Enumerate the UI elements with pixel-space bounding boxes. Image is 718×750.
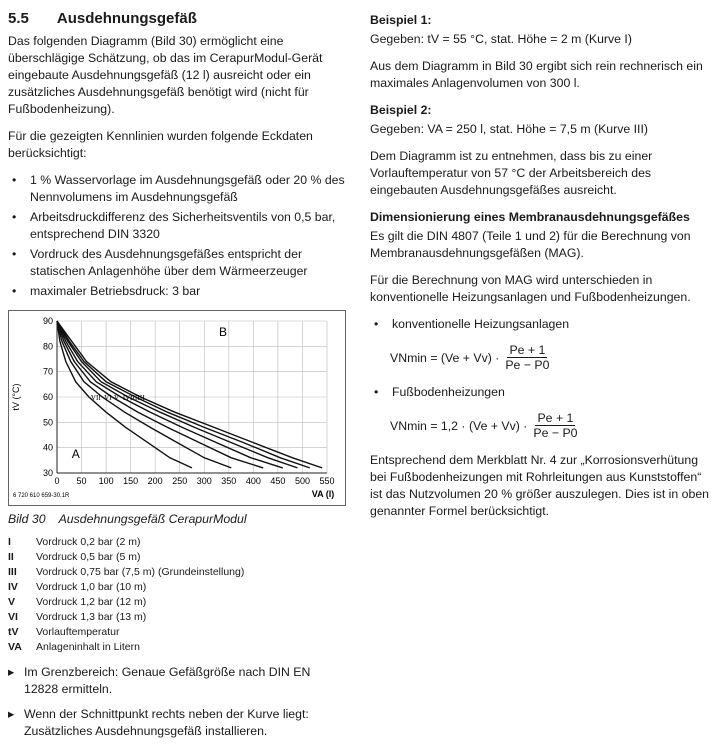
caption-label: Bild 30	[8, 512, 46, 526]
legend-row	[8, 581, 244, 596]
x-tick-label: 0	[54, 476, 60, 486]
x-tick-label: 450	[270, 476, 286, 486]
x-tick-label: 500	[294, 476, 310, 486]
formula-mid: = 1,2 · (Ve + Vv) ·	[430, 418, 528, 433]
region-label-b: B	[219, 325, 228, 340]
example2-title: Beispiel 2:	[370, 103, 432, 117]
closing-paragraph: Entsprechend dem Merkblatt Nr. 4 zur „Korrosionsverhütung bei Fußbodenheizungen mit Rohrleitungen aus Kunststoffen“ ist das Nutzvolumen 20 % größer auszulegen. Dies ist in oben genannter Formel berücksichtigt.	[370, 453, 710, 518]
legend-key: V	[8, 596, 16, 608]
series-label: I	[142, 394, 145, 402]
formula-list	[370, 316, 710, 333]
example1-text: Aus dem Diagramm in Bild 30 ergibt sich rein rechnerisch ein maximales Anlagenvolumen von 300 l.	[370, 59, 703, 90]
legend-table	[8, 536, 244, 656]
example1-given: Gegeben: tV = 55 °C, stat. Höhe = 2 m (Kurve I)	[370, 32, 632, 46]
legend-value: Vordruck 1,0 bar (10 m)	[36, 581, 147, 593]
notes-list	[8, 664, 346, 740]
formula-numerator: Pe + 1	[537, 411, 574, 425]
mag-text1: Es gilt die DIN 4807 (Teile 1 und 2) für die Berechnung von Membranausdehnungsgefäßen (MAG).	[370, 229, 691, 260]
expansion-chart	[8, 310, 346, 506]
section-number: 5.5	[8, 10, 29, 27]
legend-row	[8, 536, 244, 551]
series-label: V	[113, 394, 120, 402]
legend-row	[8, 596, 244, 611]
legend-value: Vordruck 1,3 bar (13 m)	[36, 611, 147, 623]
x-tick-label: 200	[147, 476, 163, 486]
left-column	[8, 0, 346, 748]
y-tick-label: 70	[42, 366, 53, 377]
example1-title: Beispiel 1:	[370, 13, 432, 27]
legend-value: Anlageninhalt in Litern	[36, 641, 140, 653]
y-tick-label: 40	[42, 442, 53, 453]
x-tick-label: 350	[221, 476, 237, 486]
formula-floor-heating	[390, 411, 710, 440]
legend-row	[8, 626, 244, 641]
legend-key: VA	[8, 641, 22, 653]
legend-row	[8, 566, 244, 581]
formula-mid: = (Ve + Vv) ·	[430, 350, 500, 365]
figure-caption	[8, 512, 346, 526]
legend-key: I	[8, 536, 11, 548]
y-axis-label: tV (°C)	[11, 383, 21, 411]
series-label: IV	[122, 394, 131, 402]
formula-fraction	[503, 343, 551, 372]
intro-paragraph: Das folgenden Diagramm (Bild 30) ermöglicht eine überschlägige Schätzung, ob das im CerapurModul-Gerät eingebaute Ausdehnungsgefäß (12 l) ausreicht oder ein zusätzliches Ausdehnungsgefäß benötigt wird (nicht für Fußbodenheizung).	[8, 34, 323, 116]
note-item: ▸ Im Grenzbereich: Genaue Gefäßgröße nach DIN EN 12828 ermitteln.	[8, 664, 346, 698]
formula-lhs: VNmin	[390, 418, 427, 433]
x-tick-label: 400	[245, 476, 261, 486]
chart-svg	[9, 311, 345, 505]
list-item: • 1 % Wasservorlage im Ausdehnungsgefäß oder 20 % des Nennvolumens im Ausdehnungsgefäß	[8, 172, 346, 206]
legend-row	[8, 551, 244, 566]
x-tick-label: 50	[76, 476, 87, 486]
legend-key: II	[8, 551, 14, 563]
formula-numerator: Pe + 1	[509, 343, 546, 357]
list-item: • Vordruck des Ausdehnungsgefäßes entspricht der statischen Anlagenhöhe über dem Wärmeerzeuger	[8, 246, 346, 280]
series-label: III	[130, 394, 138, 402]
eckdaten-list	[8, 172, 346, 300]
caption-text: Ausdehnungsgefäß CerapurModul	[58, 512, 247, 526]
list-item: • maximaler Betriebsdruck: 3 bar	[8, 283, 346, 300]
series-label: II	[137, 394, 143, 402]
formula-lhs: VNmin	[390, 350, 427, 365]
legend-key: VI	[8, 611, 18, 623]
formula-denominator: Pe − P0	[505, 358, 550, 372]
legend-key: III	[8, 566, 17, 578]
eckdaten-intro: Für die gezeigten Kennlinien wurden folgende Eckdaten berücksichtigt:	[8, 129, 313, 160]
formula-label: • Fußbodenheizungen	[370, 384, 710, 401]
legend-value: Vordruck 1,2 bar (12 m)	[36, 596, 147, 608]
series-label: VI	[104, 394, 112, 402]
formula-denominator: Pe − P0	[533, 426, 578, 440]
list-item: • Arbeitsdruckdifferenz des Sicherheitsventils von 0,5 bar, entsprechend DIN 3320	[8, 209, 346, 243]
legend-key: tV	[8, 626, 19, 638]
formula-fraction	[531, 411, 579, 440]
mag-text2: Für die Berechnung von MAG wird unterschieden in konventionelle Heizungsanlagen und Fußbodenheizungen.	[370, 273, 691, 304]
example2-text: Dem Diagramm ist zu entnehmen, dass bis zu einer Vorlauftemperatur von 57 °C der Arbeitsbereich des eingebauten Ausdehnungsgefäßes ausreicht.	[370, 149, 653, 197]
example2-given: Gegeben: VA = 250 l, stat. Höhe = 7,5 m (Kurve III)	[370, 122, 648, 136]
legend-key: IV	[8, 581, 18, 593]
x-tick-label: 550	[319, 476, 335, 486]
note-item: ▸ Wenn der Schnittpunkt rechts neben der Kurve liegt: Zusätzliches Ausdehnungsgefäß installieren.	[8, 706, 346, 740]
formula-list	[370, 384, 710, 401]
legend-value: Vorlauftemperatur	[36, 626, 120, 638]
formula-conventional	[390, 343, 710, 372]
series-line-V	[57, 321, 263, 468]
legend-value: Vordruck 0,75 bar (7,5 m) (Grundeinstellung)	[36, 566, 245, 578]
section-heading	[8, 10, 346, 27]
y-tick-label: 90	[42, 316, 53, 326]
series-label: VII	[90, 394, 101, 402]
y-tick-label: 60	[42, 392, 53, 402]
mag-title: Dimensionierung eines Membranausdehnungsgefäßes	[370, 210, 690, 224]
x-tick-label: 300	[196, 476, 212, 486]
x-axis-label: VA (l)	[311, 489, 335, 499]
y-tick-label: 30	[42, 468, 53, 478]
region-label-a: A	[71, 446, 80, 461]
section-title: Ausdehnungsgefäß	[56, 10, 197, 27]
x-tick-label: 150	[123, 476, 139, 486]
x-tick-label: 250	[172, 476, 188, 486]
y-tick-label: 80	[42, 341, 53, 352]
legend-row	[8, 611, 244, 626]
formula-label: • konventionelle Heizungsanlagen	[370, 316, 710, 333]
legend-value: Vordruck 0,5 bar (5 m)	[36, 551, 141, 563]
x-tick-label: 100	[98, 476, 114, 486]
y-tick-label: 50	[42, 417, 53, 428]
right-column	[370, 0, 710, 530]
legend-row	[8, 641, 244, 656]
legend-value: Vordruck 0,2 bar (2 m)	[36, 536, 141, 548]
image-code: 6 720 610 659-30.1R	[13, 493, 70, 499]
